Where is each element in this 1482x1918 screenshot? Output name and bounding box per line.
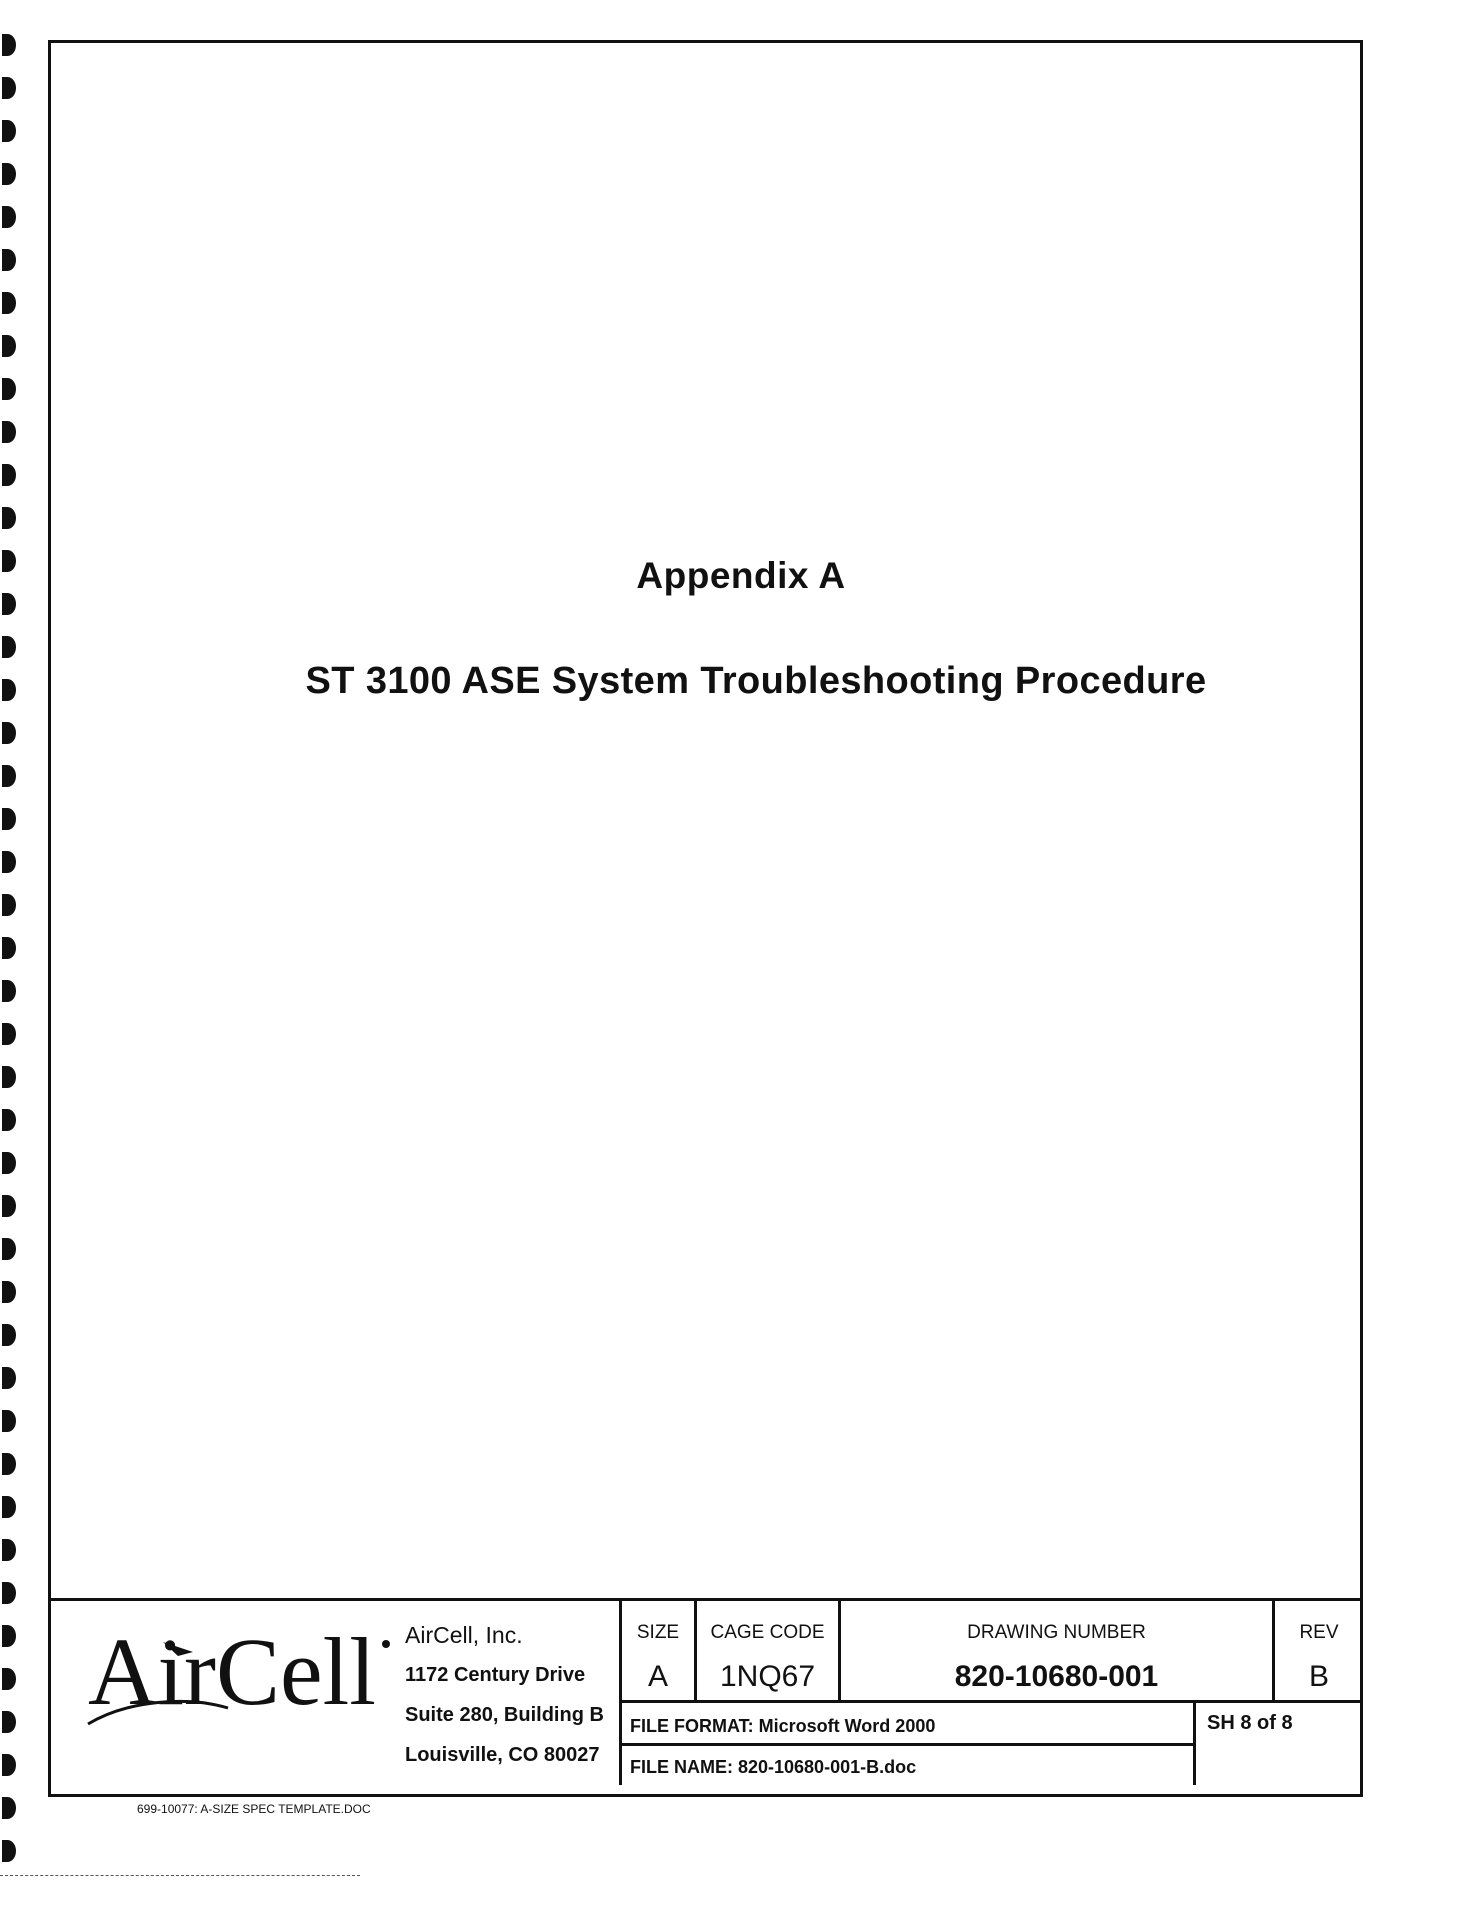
binding-hole <box>2 34 16 56</box>
binding-hole <box>2 163 16 185</box>
binding-hole <box>2 77 16 99</box>
binding-hole <box>2 1023 16 1045</box>
binding-hole <box>2 1797 16 1819</box>
address-line-2: Suite 280, Building B <box>405 1704 604 1726</box>
binding-hole <box>2 1496 16 1518</box>
company-name: AirCell, Inc. <box>405 1622 523 1648</box>
binding-hole <box>2 851 16 873</box>
binding-hole <box>2 507 16 529</box>
binding-hole <box>2 1281 16 1303</box>
binding-hole <box>2 636 16 658</box>
file-name: FILE NAME: 820-10680-001-B.doc <box>630 1757 917 1777</box>
binding-hole <box>2 1754 16 1776</box>
sheet-number: SH 8 of 8 <box>1207 1712 1293 1734</box>
binding-hole <box>2 894 16 916</box>
binding-hole <box>2 1582 16 1604</box>
binding-hole <box>2 808 16 830</box>
company-address <box>405 1615 604 1775</box>
cage-code-value: 1NQ67 <box>719 1660 816 1693</box>
file-format: FILE FORMAT: Microsoft Word 2000 <box>630 1716 936 1736</box>
binding-hole <box>2 765 16 787</box>
binding-hole <box>2 1625 16 1647</box>
binding-hole <box>2 1453 16 1475</box>
binding-hole <box>2 722 16 744</box>
size-label: SIZE <box>636 1622 680 1643</box>
page-edge-rule <box>0 1875 360 1876</box>
binding-hole <box>2 1238 16 1260</box>
grid-line <box>619 1700 1363 1703</box>
procedure-title: ST 3100 ASE System Troubleshooting Procedure <box>305 660 1207 702</box>
binding-hole <box>2 1195 16 1217</box>
binding-hole <box>2 464 16 486</box>
drawing-number-value: 820-10680-001 <box>954 1660 1159 1693</box>
appendix-title: Appendix A <box>636 555 846 596</box>
binding-hole <box>2 1711 16 1733</box>
binding-hole <box>2 378 16 400</box>
grid-line <box>619 1743 1195 1746</box>
binding-hole <box>2 1152 16 1174</box>
size-value: A <box>647 1660 668 1693</box>
drawing-number-label: DRAWING NUMBER <box>967 1622 1146 1643</box>
binding-hole <box>2 421 16 443</box>
binding-hole <box>2 1840 16 1862</box>
address-line-3: Louisville, CO 80027 <box>405 1744 600 1766</box>
binding-hole <box>2 1539 16 1561</box>
binding-holes <box>0 0 24 1918</box>
binding-hole <box>2 1066 16 1088</box>
rev-value: B <box>1308 1660 1329 1693</box>
binding-hole <box>2 980 16 1002</box>
rev-label: REV <box>1299 1622 1339 1643</box>
template-reference: 699-10077: A-SIZE SPEC TEMPLATE.DOC <box>137 1802 371 1816</box>
binding-hole <box>2 1410 16 1432</box>
title-block-top-rule <box>48 1598 1363 1601</box>
address-line-1: 1172 Century Drive <box>405 1664 586 1686</box>
cage-code-label: CAGE CODE <box>710 1622 825 1643</box>
binding-hole <box>2 292 16 314</box>
binding-hole <box>2 1109 16 1131</box>
binding-hole <box>2 937 16 959</box>
binding-hole <box>2 1367 16 1389</box>
logo-text: AirCell <box>88 1618 376 1725</box>
aircell-logo <box>68 1612 398 1742</box>
binding-hole <box>2 120 16 142</box>
drawing-border <box>48 40 1363 1797</box>
binding-hole <box>2 1668 16 1690</box>
binding-hole <box>2 1324 16 1346</box>
binding-hole <box>2 206 16 228</box>
binding-hole <box>2 249 16 271</box>
binding-hole <box>2 335 16 357</box>
